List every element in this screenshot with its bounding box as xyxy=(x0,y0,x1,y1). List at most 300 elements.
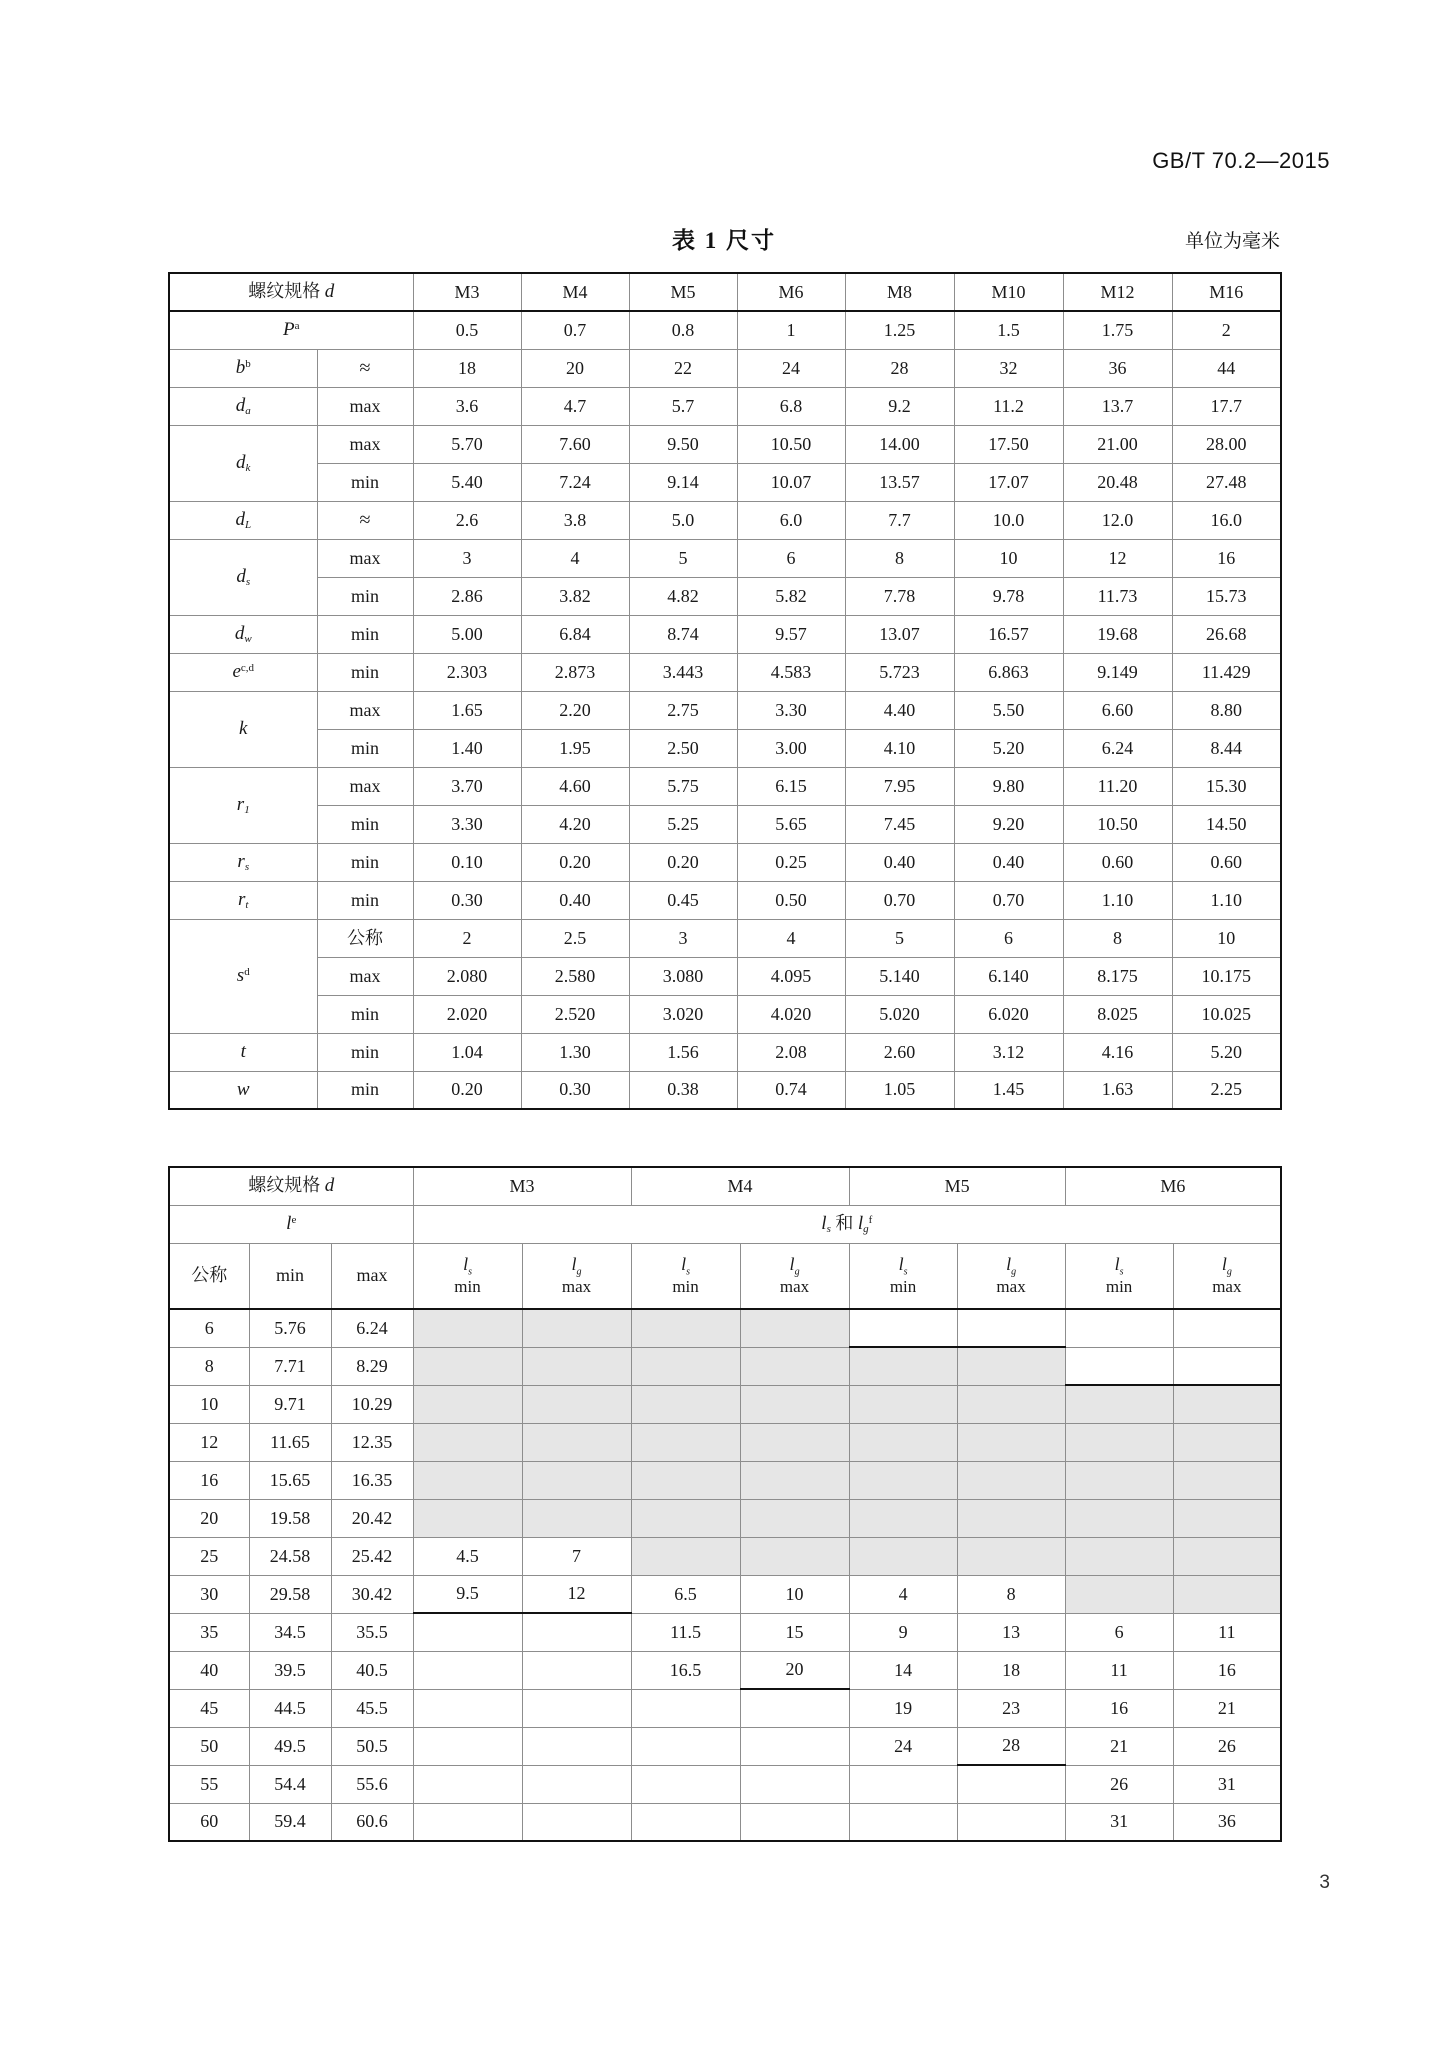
lslg-cell: 9.5 xyxy=(413,1575,522,1613)
size-header-2: M5 xyxy=(849,1167,1065,1205)
data-cell: 26.68 xyxy=(1172,615,1281,653)
data-cell: 9.57 xyxy=(737,615,845,653)
lslg-cell xyxy=(1173,1347,1281,1385)
size-header: M5 xyxy=(629,273,737,311)
thread-spec-header-2: 螺纹规格 d xyxy=(169,1167,413,1205)
data-cell: 2.5 xyxy=(521,919,629,957)
length-max-cell: 40.5 xyxy=(331,1651,413,1689)
data-cell: 0.30 xyxy=(521,1071,629,1109)
row-label: $b^b$ xyxy=(169,349,317,387)
row-qualifier: max xyxy=(317,387,413,425)
lslg-cell: 14 xyxy=(849,1651,957,1689)
data-cell: 2.08 xyxy=(737,1033,845,1071)
lslg-cell xyxy=(740,1499,849,1537)
data-cell: 1.05 xyxy=(845,1071,954,1109)
data-cell: 4.583 xyxy=(737,653,845,691)
length-min-cell: 24.58 xyxy=(249,1537,331,1575)
data-cell: 9.2 xyxy=(845,387,954,425)
data-cell: 10 xyxy=(1172,919,1281,957)
lslg-cell xyxy=(631,1461,740,1499)
lslg-cell xyxy=(522,1347,631,1385)
size-header: M4 xyxy=(521,273,629,311)
thread-spec-header: 螺纹规格 d xyxy=(169,273,413,311)
data-cell: 6.24 xyxy=(1063,729,1172,767)
l-max-subheader: max xyxy=(331,1243,413,1309)
table-row xyxy=(169,1803,1281,1841)
table-row xyxy=(169,463,1281,501)
data-cell: 9.20 xyxy=(954,805,1063,843)
lslg-cell: 6.5 xyxy=(631,1575,740,1613)
table-row xyxy=(169,653,1281,691)
data-cell: 7.45 xyxy=(845,805,954,843)
lslg-cell xyxy=(631,1803,740,1841)
row-label: $r_s$ xyxy=(169,843,317,881)
lslg-cell xyxy=(631,1499,740,1537)
lengths-header-row xyxy=(169,1167,1281,1205)
lslg-cell: 31 xyxy=(1173,1765,1281,1803)
row-label: t xyxy=(169,1033,317,1071)
length-min-cell: 5.76 xyxy=(249,1309,331,1347)
nominal-length-cell: 8 xyxy=(169,1347,249,1385)
data-cell: 6 xyxy=(737,539,845,577)
l-min-subheader: min xyxy=(249,1243,331,1309)
data-cell: 6.020 xyxy=(954,995,1063,1033)
table-row xyxy=(169,957,1281,995)
ls-min-subheader: $l_s$ min xyxy=(1065,1243,1173,1309)
lslg-cell xyxy=(413,1499,522,1537)
length-max-cell: 10.29 xyxy=(331,1385,413,1423)
data-cell: 8.44 xyxy=(1172,729,1281,767)
length-min-cell: 11.65 xyxy=(249,1423,331,1461)
lslg-cell xyxy=(1173,1461,1281,1499)
data-cell: 5.75 xyxy=(629,767,737,805)
size-header-2: M6 xyxy=(1065,1167,1281,1205)
lslg-cell xyxy=(522,1727,631,1765)
data-cell: 1.65 xyxy=(413,691,521,729)
data-cell: 2.873 xyxy=(521,653,629,691)
data-cell: 10.50 xyxy=(737,425,845,463)
data-cell: 13.7 xyxy=(1063,387,1172,425)
row-qualifier: min xyxy=(317,1033,413,1071)
length-max-cell: 16.35 xyxy=(331,1461,413,1499)
data-cell: 3.30 xyxy=(737,691,845,729)
data-cell: 5.40 xyxy=(413,463,521,501)
data-cell: 0.7 xyxy=(521,311,629,349)
length-min-cell: 7.71 xyxy=(249,1347,331,1385)
table-row xyxy=(169,349,1281,387)
data-cell: 4.60 xyxy=(521,767,629,805)
lslg-cell xyxy=(957,1309,1065,1347)
lslg-cell xyxy=(413,1347,522,1385)
data-cell: 17.7 xyxy=(1172,387,1281,425)
nominal-length-cell: 25 xyxy=(169,1537,249,1575)
table-row xyxy=(169,881,1281,919)
length-max-cell: 20.42 xyxy=(331,1499,413,1537)
lslg-cell: 7 xyxy=(522,1537,631,1575)
data-cell: 2.020 xyxy=(413,995,521,1033)
data-cell: 5.0 xyxy=(629,501,737,539)
lslg-cell: 23 xyxy=(957,1689,1065,1727)
lslg-cell xyxy=(522,1309,631,1347)
data-cell: 2.6 xyxy=(413,501,521,539)
data-cell: 24 xyxy=(737,349,845,387)
lslg-cell: 11 xyxy=(1173,1613,1281,1651)
data-cell: 2.25 xyxy=(1172,1071,1281,1109)
length-min-cell: 29.58 xyxy=(249,1575,331,1613)
data-cell: 6.60 xyxy=(1063,691,1172,729)
data-cell: 8 xyxy=(1063,919,1172,957)
row-qualifier: max xyxy=(317,767,413,805)
data-cell: 1.40 xyxy=(413,729,521,767)
data-cell: 3.6 xyxy=(413,387,521,425)
data-cell: 13.57 xyxy=(845,463,954,501)
data-cell: 7.95 xyxy=(845,767,954,805)
length-min-cell: 59.4 xyxy=(249,1803,331,1841)
standard-number-text: GB/T 70.2—2015 xyxy=(1152,148,1330,173)
table-row xyxy=(169,691,1281,729)
lslg-cell xyxy=(740,1347,849,1385)
lslg-cell xyxy=(1173,1385,1281,1423)
data-cell: 1.04 xyxy=(413,1033,521,1071)
data-cell: 21.00 xyxy=(1063,425,1172,463)
data-cell: 9.50 xyxy=(629,425,737,463)
data-cell: 1.56 xyxy=(629,1033,737,1071)
data-cell: 10 xyxy=(954,539,1063,577)
data-cell: 0.50 xyxy=(737,881,845,919)
data-cell: 15.73 xyxy=(1172,577,1281,615)
size-header: M10 xyxy=(954,273,1063,311)
data-cell: 4.10 xyxy=(845,729,954,767)
nominal-length-cell: 10 xyxy=(169,1385,249,1423)
data-cell: 6.140 xyxy=(954,957,1063,995)
lslg-cell xyxy=(849,1537,957,1575)
lslg-cell xyxy=(740,1727,849,1765)
data-cell: 19.68 xyxy=(1063,615,1172,653)
data-cell: 1.30 xyxy=(521,1033,629,1071)
data-cell: 3.443 xyxy=(629,653,737,691)
data-cell: 27.48 xyxy=(1172,463,1281,501)
data-cell: 4.20 xyxy=(521,805,629,843)
row-label: k xyxy=(169,691,317,767)
lslg-cell xyxy=(957,1499,1065,1537)
lslg-cell xyxy=(1065,1423,1173,1461)
lslg-cell xyxy=(957,1347,1065,1385)
row-qualifier: min xyxy=(317,463,413,501)
lslg-cell xyxy=(413,1385,522,1423)
lslg-cell: 6 xyxy=(1065,1613,1173,1651)
lslg-cell xyxy=(957,1765,1065,1803)
data-cell: 8.175 xyxy=(1063,957,1172,995)
table-row xyxy=(169,1651,1281,1689)
lslg-cell xyxy=(1173,1309,1281,1347)
length-group-header-row xyxy=(169,1205,1281,1243)
row-qualifier: min xyxy=(317,729,413,767)
data-cell: 5.7 xyxy=(629,387,737,425)
row-label: $P^a$ xyxy=(169,311,413,349)
table-row xyxy=(169,995,1281,1033)
data-cell: 17.50 xyxy=(954,425,1063,463)
row-qualifier: max xyxy=(317,691,413,729)
data-cell: 17.07 xyxy=(954,463,1063,501)
lslg-cell xyxy=(413,1309,522,1347)
nominal-length-cell: 35 xyxy=(169,1613,249,1651)
data-cell: 1.5 xyxy=(954,311,1063,349)
lslg-cell: 26 xyxy=(1173,1727,1281,1765)
data-cell: 2.20 xyxy=(521,691,629,729)
lslg-cell xyxy=(413,1689,522,1727)
data-cell: 6.84 xyxy=(521,615,629,653)
lslg-cell: 10 xyxy=(740,1575,849,1613)
data-cell: 0.30 xyxy=(413,881,521,919)
data-cell: 0.70 xyxy=(954,881,1063,919)
table-row xyxy=(169,387,1281,425)
table-row xyxy=(169,767,1281,805)
size-header-2: M3 xyxy=(413,1167,631,1205)
lslg-cell xyxy=(1173,1537,1281,1575)
lslg-cell xyxy=(413,1423,522,1461)
data-cell: 1.75 xyxy=(1063,311,1172,349)
data-cell: 28 xyxy=(845,349,954,387)
data-cell: 6.0 xyxy=(737,501,845,539)
data-cell: 4.40 xyxy=(845,691,954,729)
table-row xyxy=(169,425,1281,463)
lslg-cell xyxy=(631,1537,740,1575)
data-cell: 0.25 xyxy=(737,843,845,881)
lslg-cell xyxy=(957,1461,1065,1499)
document-header-standard-number xyxy=(1152,148,1330,174)
lg-max-subheader: $l_g$ max xyxy=(740,1243,849,1309)
data-cell: 3.8 xyxy=(521,501,629,539)
lslg-cell: 12 xyxy=(522,1575,631,1613)
lslg-cell: 21 xyxy=(1173,1689,1281,1727)
row-qualifier: min xyxy=(317,1071,413,1109)
data-cell: 5.723 xyxy=(845,653,954,691)
data-cell: 2.75 xyxy=(629,691,737,729)
data-cell: 5.65 xyxy=(737,805,845,843)
row-qualifier: ≈ xyxy=(317,349,413,387)
data-cell: 10.025 xyxy=(1172,995,1281,1033)
lslg-cell: 16 xyxy=(1173,1651,1281,1689)
row-qualifier: min xyxy=(317,805,413,843)
data-cell: 0.40 xyxy=(521,881,629,919)
data-cell: 3.00 xyxy=(737,729,845,767)
data-cell: 2.520 xyxy=(521,995,629,1033)
length-max-cell: 50.5 xyxy=(331,1727,413,1765)
data-cell: 0.20 xyxy=(629,843,737,881)
nominal-length-cell: 16 xyxy=(169,1461,249,1499)
nominal-subheader: 公称 xyxy=(169,1243,249,1309)
data-cell: 5.25 xyxy=(629,805,737,843)
lslg-cell xyxy=(413,1461,522,1499)
data-cell: 5.70 xyxy=(413,425,521,463)
table-row xyxy=(169,1461,1281,1499)
lslg-cell xyxy=(1065,1385,1173,1423)
table-row xyxy=(169,729,1281,767)
table-row xyxy=(169,1347,1281,1385)
row-label: $d_k$ xyxy=(169,425,317,501)
data-cell: 3.82 xyxy=(521,577,629,615)
size-header: M3 xyxy=(413,273,521,311)
data-cell: 5.20 xyxy=(954,729,1063,767)
lslg-cell xyxy=(522,1765,631,1803)
data-cell: 0.40 xyxy=(954,843,1063,881)
length-max-cell: 55.6 xyxy=(331,1765,413,1803)
length-min-cell: 34.5 xyxy=(249,1613,331,1651)
lslg-cell xyxy=(631,1309,740,1347)
table-row xyxy=(169,311,1281,349)
size-header: M12 xyxy=(1063,273,1172,311)
row-qualifier: max xyxy=(317,425,413,463)
data-cell: 1 xyxy=(737,311,845,349)
lslg-cell xyxy=(631,1727,740,1765)
length-min-cell: 49.5 xyxy=(249,1727,331,1765)
lslg-cell xyxy=(740,1537,849,1575)
lslg-cell xyxy=(522,1613,631,1651)
dimensions-table xyxy=(168,272,1282,1110)
l-group-header: $l^e$ xyxy=(169,1205,413,1243)
lslg-cell xyxy=(1173,1423,1281,1461)
data-cell: 12.0 xyxy=(1063,501,1172,539)
length-min-cell: 44.5 xyxy=(249,1689,331,1727)
lengths-subheader-row xyxy=(169,1243,1281,1309)
length-min-cell: 39.5 xyxy=(249,1651,331,1689)
length-max-cell: 35.5 xyxy=(331,1613,413,1651)
length-min-cell: 9.71 xyxy=(249,1385,331,1423)
data-cell: 2.60 xyxy=(845,1033,954,1071)
data-cell: 2.303 xyxy=(413,653,521,691)
row-qualifier: max xyxy=(317,539,413,577)
data-cell: 1.25 xyxy=(845,311,954,349)
ls-min-subheader: $l_s$ min xyxy=(631,1243,740,1309)
row-label: $d_a$ xyxy=(169,387,317,425)
data-cell: 10.50 xyxy=(1063,805,1172,843)
data-cell: 5.50 xyxy=(954,691,1063,729)
unit-note: 单位为毫米 xyxy=(1184,231,1280,252)
lslg-cell xyxy=(413,1613,522,1651)
data-cell: 20.48 xyxy=(1063,463,1172,501)
data-cell: 15.30 xyxy=(1172,767,1281,805)
row-qualifier: max xyxy=(317,957,413,995)
lslg-cell: 16 xyxy=(1065,1689,1173,1727)
nominal-length-cell: 12 xyxy=(169,1423,249,1461)
lg-max-subheader: $l_g$ max xyxy=(957,1243,1065,1309)
length-max-cell: 25.42 xyxy=(331,1537,413,1575)
table-caption-row xyxy=(168,222,1280,262)
lslg-cell xyxy=(631,1689,740,1727)
lg-max-subheader: $l_g$ max xyxy=(522,1243,631,1309)
table-row xyxy=(169,919,1281,957)
data-cell: 2 xyxy=(413,919,521,957)
lslg-cell: 21 xyxy=(1065,1727,1173,1765)
length-min-cell: 19.58 xyxy=(249,1499,331,1537)
data-cell: 7.60 xyxy=(521,425,629,463)
data-cell: 0.74 xyxy=(737,1071,845,1109)
row-label: $r_t$ xyxy=(169,881,317,919)
data-cell: 3.70 xyxy=(413,767,521,805)
nominal-length-cell: 50 xyxy=(169,1727,249,1765)
size-header-2: M4 xyxy=(631,1167,849,1205)
nominal-length-cell: 40 xyxy=(169,1651,249,1689)
length-max-cell: 12.35 xyxy=(331,1423,413,1461)
row-qualifier: min xyxy=(317,995,413,1033)
lslg-cell xyxy=(849,1309,957,1347)
lslg-cell: 24 xyxy=(849,1727,957,1765)
lslg-cell xyxy=(957,1423,1065,1461)
data-cell: 20 xyxy=(521,349,629,387)
row-qualifier: 公称 xyxy=(317,919,413,957)
data-cell: 0.20 xyxy=(413,1071,521,1109)
table-row xyxy=(169,1423,1281,1461)
length-min-cell: 15.65 xyxy=(249,1461,331,1499)
data-cell: 9.78 xyxy=(954,577,1063,615)
lslg-cell xyxy=(849,1765,957,1803)
lslg-cell: 13 xyxy=(957,1613,1065,1651)
lslg-cell xyxy=(631,1765,740,1803)
table-row xyxy=(169,501,1281,539)
data-cell: 5.020 xyxy=(845,995,954,1033)
ls-min-subheader: $l_s$ min xyxy=(849,1243,957,1309)
data-cell: 4 xyxy=(737,919,845,957)
lslg-cell xyxy=(740,1765,849,1803)
data-cell: 3.30 xyxy=(413,805,521,843)
size-header: M6 xyxy=(737,273,845,311)
lslg-cell: 9 xyxy=(849,1613,957,1651)
row-qualifier: min xyxy=(317,615,413,653)
data-cell: 10.07 xyxy=(737,463,845,501)
table-row xyxy=(169,615,1281,653)
table-title: 表 1 尺寸 xyxy=(672,228,776,253)
lslg-cell: 20 xyxy=(740,1651,849,1689)
lslg-cell xyxy=(740,1803,849,1841)
lslg-cell xyxy=(1065,1461,1173,1499)
lslg-cell xyxy=(740,1461,849,1499)
data-cell: 0.8 xyxy=(629,311,737,349)
lslg-cell xyxy=(849,1499,957,1537)
lslg-cell xyxy=(957,1537,1065,1575)
lslg-cell xyxy=(1173,1575,1281,1613)
row-label: w xyxy=(169,1071,317,1109)
data-cell: 4.095 xyxy=(737,957,845,995)
data-cell: 22 xyxy=(629,349,737,387)
lslg-cell xyxy=(413,1803,522,1841)
lg-max-subheader: $l_g$ max xyxy=(1173,1243,1281,1309)
lslg-cell xyxy=(522,1651,631,1689)
data-cell: 0.45 xyxy=(629,881,737,919)
length-max-cell: 6.24 xyxy=(331,1309,413,1347)
data-cell: 4.82 xyxy=(629,577,737,615)
row-label: $e^{c,d}$ xyxy=(169,653,317,691)
table-row xyxy=(169,539,1281,577)
lslg-cell xyxy=(740,1309,849,1347)
data-cell: 11.429 xyxy=(1172,653,1281,691)
table-row xyxy=(169,577,1281,615)
table-row xyxy=(169,1689,1281,1727)
lslg-cell: 4 xyxy=(849,1575,957,1613)
row-qualifier: min xyxy=(317,653,413,691)
data-cell: 28.00 xyxy=(1172,425,1281,463)
data-cell: 1.45 xyxy=(954,1071,1063,1109)
lslg-cell xyxy=(413,1765,522,1803)
lslg-cell xyxy=(849,1385,957,1423)
data-cell: 44 xyxy=(1172,349,1281,387)
data-cell: 2.86 xyxy=(413,577,521,615)
lslg-cell xyxy=(849,1803,957,1841)
data-cell: 16.57 xyxy=(954,615,1063,653)
row-qualifier: min xyxy=(317,577,413,615)
data-cell: 3.080 xyxy=(629,957,737,995)
nominal-length-cell: 60 xyxy=(169,1803,249,1841)
data-cell: 4.16 xyxy=(1063,1033,1172,1071)
